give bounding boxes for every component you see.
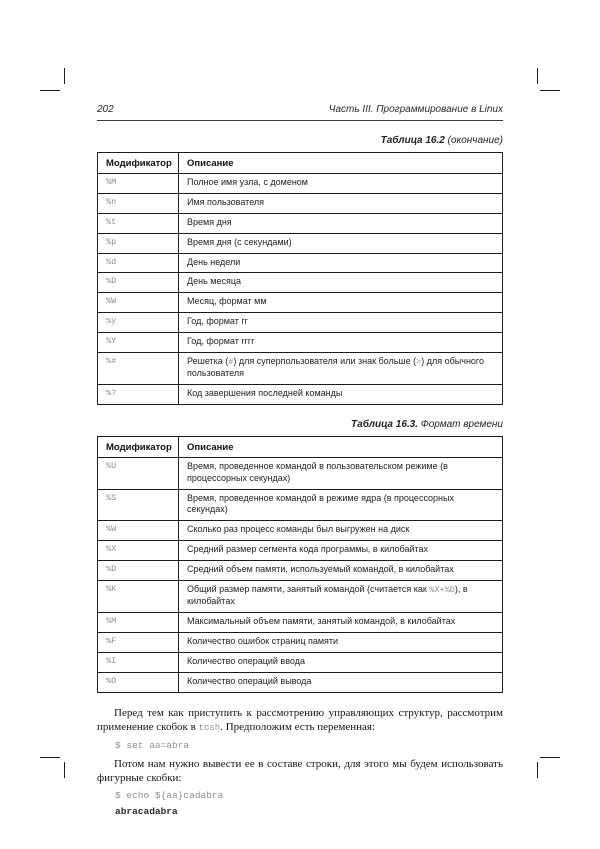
inline-code-tcsh: tcsh (198, 722, 221, 733)
table-header-row (98, 153, 503, 174)
modifier-cell: %U (98, 457, 179, 489)
table-row (98, 521, 503, 541)
modifier-cell: %M (98, 613, 179, 633)
description-text: ), в килобайтах (187, 583, 468, 607)
table-header-row (98, 436, 503, 457)
crop-mark-top-left-horizontal (40, 90, 60, 91)
table-16-3-caption-title: Формат времени (420, 418, 503, 430)
description-cell (179, 580, 503, 612)
description-cell: Имя пользователя (179, 193, 503, 213)
description-cell: День месяца (179, 273, 503, 293)
table-row (98, 193, 503, 213)
table-row (98, 233, 503, 253)
modifier-cell: %D (98, 273, 179, 293)
code-line-echo-command: $ echo ${aa}cadabra (115, 790, 224, 802)
modifier-cell: %Y (98, 333, 179, 353)
modifier-cell: %D (98, 561, 179, 581)
description-cell: Количество операций ввода (179, 652, 503, 672)
table-row (98, 293, 503, 313)
column-header-description: Описание (179, 153, 503, 174)
paragraph (97, 706, 503, 735)
running-title: Часть III. Программирование в Linux (328, 104, 503, 115)
table-row (98, 333, 503, 353)
table-16-3-caption-number: Таблица 16.3. (351, 418, 419, 430)
modifier-cell: %y (98, 313, 179, 333)
description-cell: Количество ошибок страниц памяти (179, 632, 503, 652)
modifier-cell: %O (98, 672, 179, 692)
crop-mark-bottom-left-vertical (64, 762, 65, 778)
description-cell: Год, формат гг (179, 313, 503, 333)
description-cell: Средний объем памяти, используемый командой, в килобайтах (179, 561, 503, 581)
modifier-cell: %? (98, 384, 179, 404)
modifier-cell: %n (98, 193, 179, 213)
description-cell: Месяц, формат мм (179, 293, 503, 313)
description-cell: Время дня (с секундами) (179, 233, 503, 253)
column-header-modifier: Модификатор (98, 153, 179, 174)
table-row (98, 613, 503, 633)
modifier-cell: %I (98, 652, 179, 672)
crop-mark-bottom-left-horizontal (40, 757, 60, 758)
modifier-cell: %p (98, 233, 179, 253)
description-cell: Максимальный объем памяти, занятый командой, в килобайтах (179, 613, 503, 633)
description-text: ) для обычного пользователя (187, 355, 485, 379)
table-row (98, 457, 503, 489)
table-row (98, 352, 503, 384)
inline-code: # (228, 356, 234, 367)
description-cell: Время дня (179, 213, 503, 233)
modifier-cell: %F (98, 632, 179, 652)
running-head (97, 104, 503, 121)
modifier-cell: %K (98, 580, 179, 612)
description-cell: День недели (179, 253, 503, 273)
modifier-cell: %t (98, 213, 179, 233)
modifier-cell: %S (98, 489, 179, 521)
table-row (98, 561, 503, 581)
code-line-set-variable: $ set aa=abra (115, 739, 190, 751)
table-16-2-caption (97, 135, 503, 146)
page-content (97, 104, 503, 822)
description-cell: Время, проведенное командой в пользовательском режиме (в процессорных секундах) (179, 457, 503, 489)
table-16-2-caption-number: Таблица 16.2 (380, 135, 445, 146)
description-cell: Количество операций вывода (179, 672, 503, 692)
table-16-3-caption (97, 419, 503, 430)
table-row (98, 273, 503, 293)
paragraph: Потом нам нужно вывести ее в составе строки, для этого мы будем использовать фигурные скобки: (97, 757, 503, 784)
description-cell (179, 352, 503, 384)
description-cell: Полное имя узла, с доменом (179, 174, 503, 194)
crop-mark-top-right-vertical (537, 68, 538, 84)
modifier-cell: %M (98, 174, 179, 194)
table-row (98, 384, 503, 404)
modifier-cell: %d (98, 253, 179, 273)
modifier-cell: %# (98, 352, 179, 384)
modifier-table-16-2 (97, 152, 503, 405)
table-row (98, 489, 503, 521)
table-row (98, 672, 503, 692)
table-row (98, 632, 503, 652)
crop-mark-bottom-right-horizontal (540, 757, 560, 758)
time-format-table-16-3 (97, 436, 503, 693)
code-output-line: abracadabra (115, 806, 178, 818)
table-row (98, 652, 503, 672)
page-number: 202 (97, 104, 114, 115)
table-16-2-caption-note: (окончание) (447, 135, 503, 146)
table-row (98, 253, 503, 273)
modifier-cell: %X (98, 541, 179, 561)
inline-code: > (416, 356, 422, 367)
modifier-cell: %W (98, 521, 179, 541)
table-row (98, 213, 503, 233)
description-cell: Сколько раз процесс команды был выгружен на диск (179, 521, 503, 541)
description-text: Общий размер памяти, занятый командой (считается как (187, 583, 430, 594)
paragraph-text: . Предположим есть переменная: (220, 720, 376, 733)
table-row (98, 580, 503, 612)
crop-mark-top-right-horizontal (540, 90, 560, 91)
inline-code: %X+%D (429, 584, 455, 595)
paragraph-text: Перед тем как приступить к рассмотрению управляющих структур, рассмотрим применение скобок в (97, 706, 503, 733)
table-row (98, 313, 503, 333)
column-header-description: Описание (179, 436, 503, 457)
modifier-cell: %W (98, 293, 179, 313)
description-cell: Средний размер сегмента кода программы, в килобайтах (179, 541, 503, 561)
description-cell: Время, проведенное командой в режиме ядра (в процессорных секундах) (179, 489, 503, 521)
table-row (98, 174, 503, 194)
crop-mark-top-left-vertical (64, 68, 65, 84)
description-text: Решетка ( (187, 355, 229, 366)
crop-mark-bottom-right-vertical (537, 762, 538, 778)
column-header-modifier: Модификатор (98, 436, 179, 457)
description-text: ) для суперпользователя или знак больше ( (233, 355, 417, 366)
description-cell: Год, формат гггг (179, 333, 503, 353)
description-cell: Код завершения последней команды (179, 384, 503, 404)
table-row (98, 541, 503, 561)
